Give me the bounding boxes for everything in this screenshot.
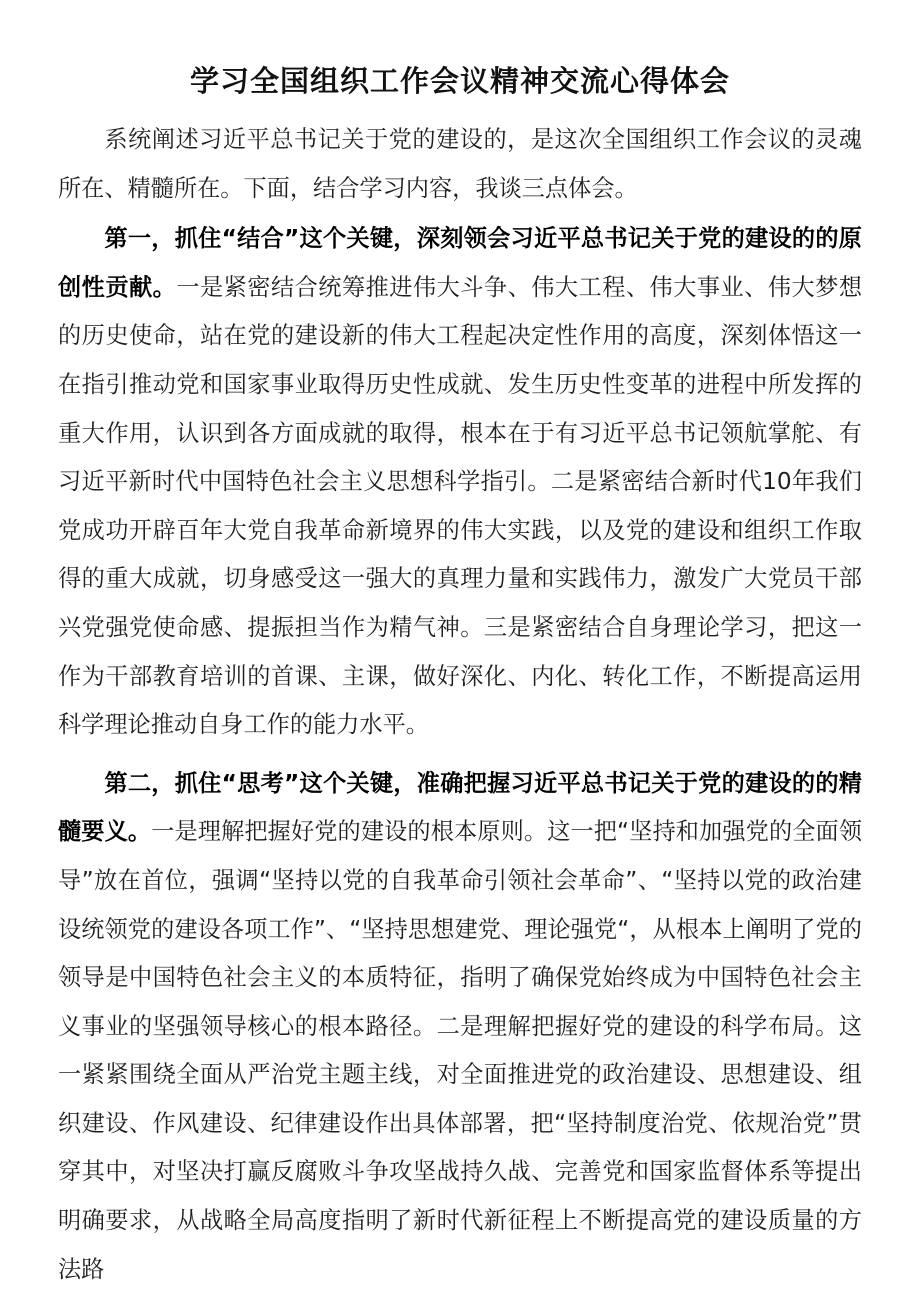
intro-paragraph: 系统阐述习近平总书记关于党的建设的，是这次全国组织工作会议的灵魂所在、精髓所在。下面，结合学习内容，我谈三点体会。 (58, 126, 862, 202)
section-1-lead: 第一，抓住“结合”这个关键，深刻领会习近平总书记关于党的建设的的原创性贡献。 (58, 225, 862, 301)
section-1-paragraph (58, 215, 862, 750)
section-2-body: 一是理解把握好党的建设的根本原则。这一把“坚持和加强党的全面领导”放在首位，强调“坚持以党的自我革命引领社会革命”、“坚持以党的政治建设统领党的建设各项工作”、“坚持思想建党、理论强党“，从根本上阐明了党的领导是中国特色社会主义的本质特征，指明了确保党始终成为中国特色社会主义事业的坚强领导核心的根本路径。二是理解把握好党的建设的科学布局。这一紧紧围绕全面从严治党主题主线，对全面推进党的政治建设、思想建设、组织建设、作风建设、纪律建设作出具体部署，把“坚持制度治党、依规治党”贯穿其中，对坚决打赢反腐败斗争攻坚战持久战、完善党和国家监督体系等提出明确要求，从战略全局高度指明了新时代新征程上不断提高党的建设质量的方法路 (58, 818, 863, 1283)
section-2-lead: 第二，抓住“思考”这个关键，准确把握习近平总书记关于党的建设的的精髓要义。 (58, 769, 862, 846)
section-2-paragraph (58, 760, 862, 1295)
section-1-body: 一是紧密结合统筹推进伟大斗争、伟大工程、伟大事业、伟大梦想的历史使命，站在党的建设新的伟大工程起决定性作用的高度，深刻体悟这一在指引推动党和国家事业取得历史性成就、发生历史性变革的进程中所发挥的重大作用，认识到各方面成就的取得，根本在于有习近平总书记领航掌舵、有习近平新时代中国特色社会主义思想科学指引。二是紧密结合新时代10年我们党成功开辟百年大党自我革命新境界的伟大实践，以及党的建设和组织工作取得的重大成就，切身感受这一强大的真理力量和实践伟力，激发广大党员干部兴党强党使命感、提振担当作为精气神。三是紧密结合自身理论学习，把这一作为干部教育培训的首课、主课，做好深化、内化、转化工作，不断提高运用科学理论推动自身工作的能力水平。 (58, 273, 863, 739)
document-title: 学习全国组织工作会议精神交流心得体会 (189, 64, 730, 98)
